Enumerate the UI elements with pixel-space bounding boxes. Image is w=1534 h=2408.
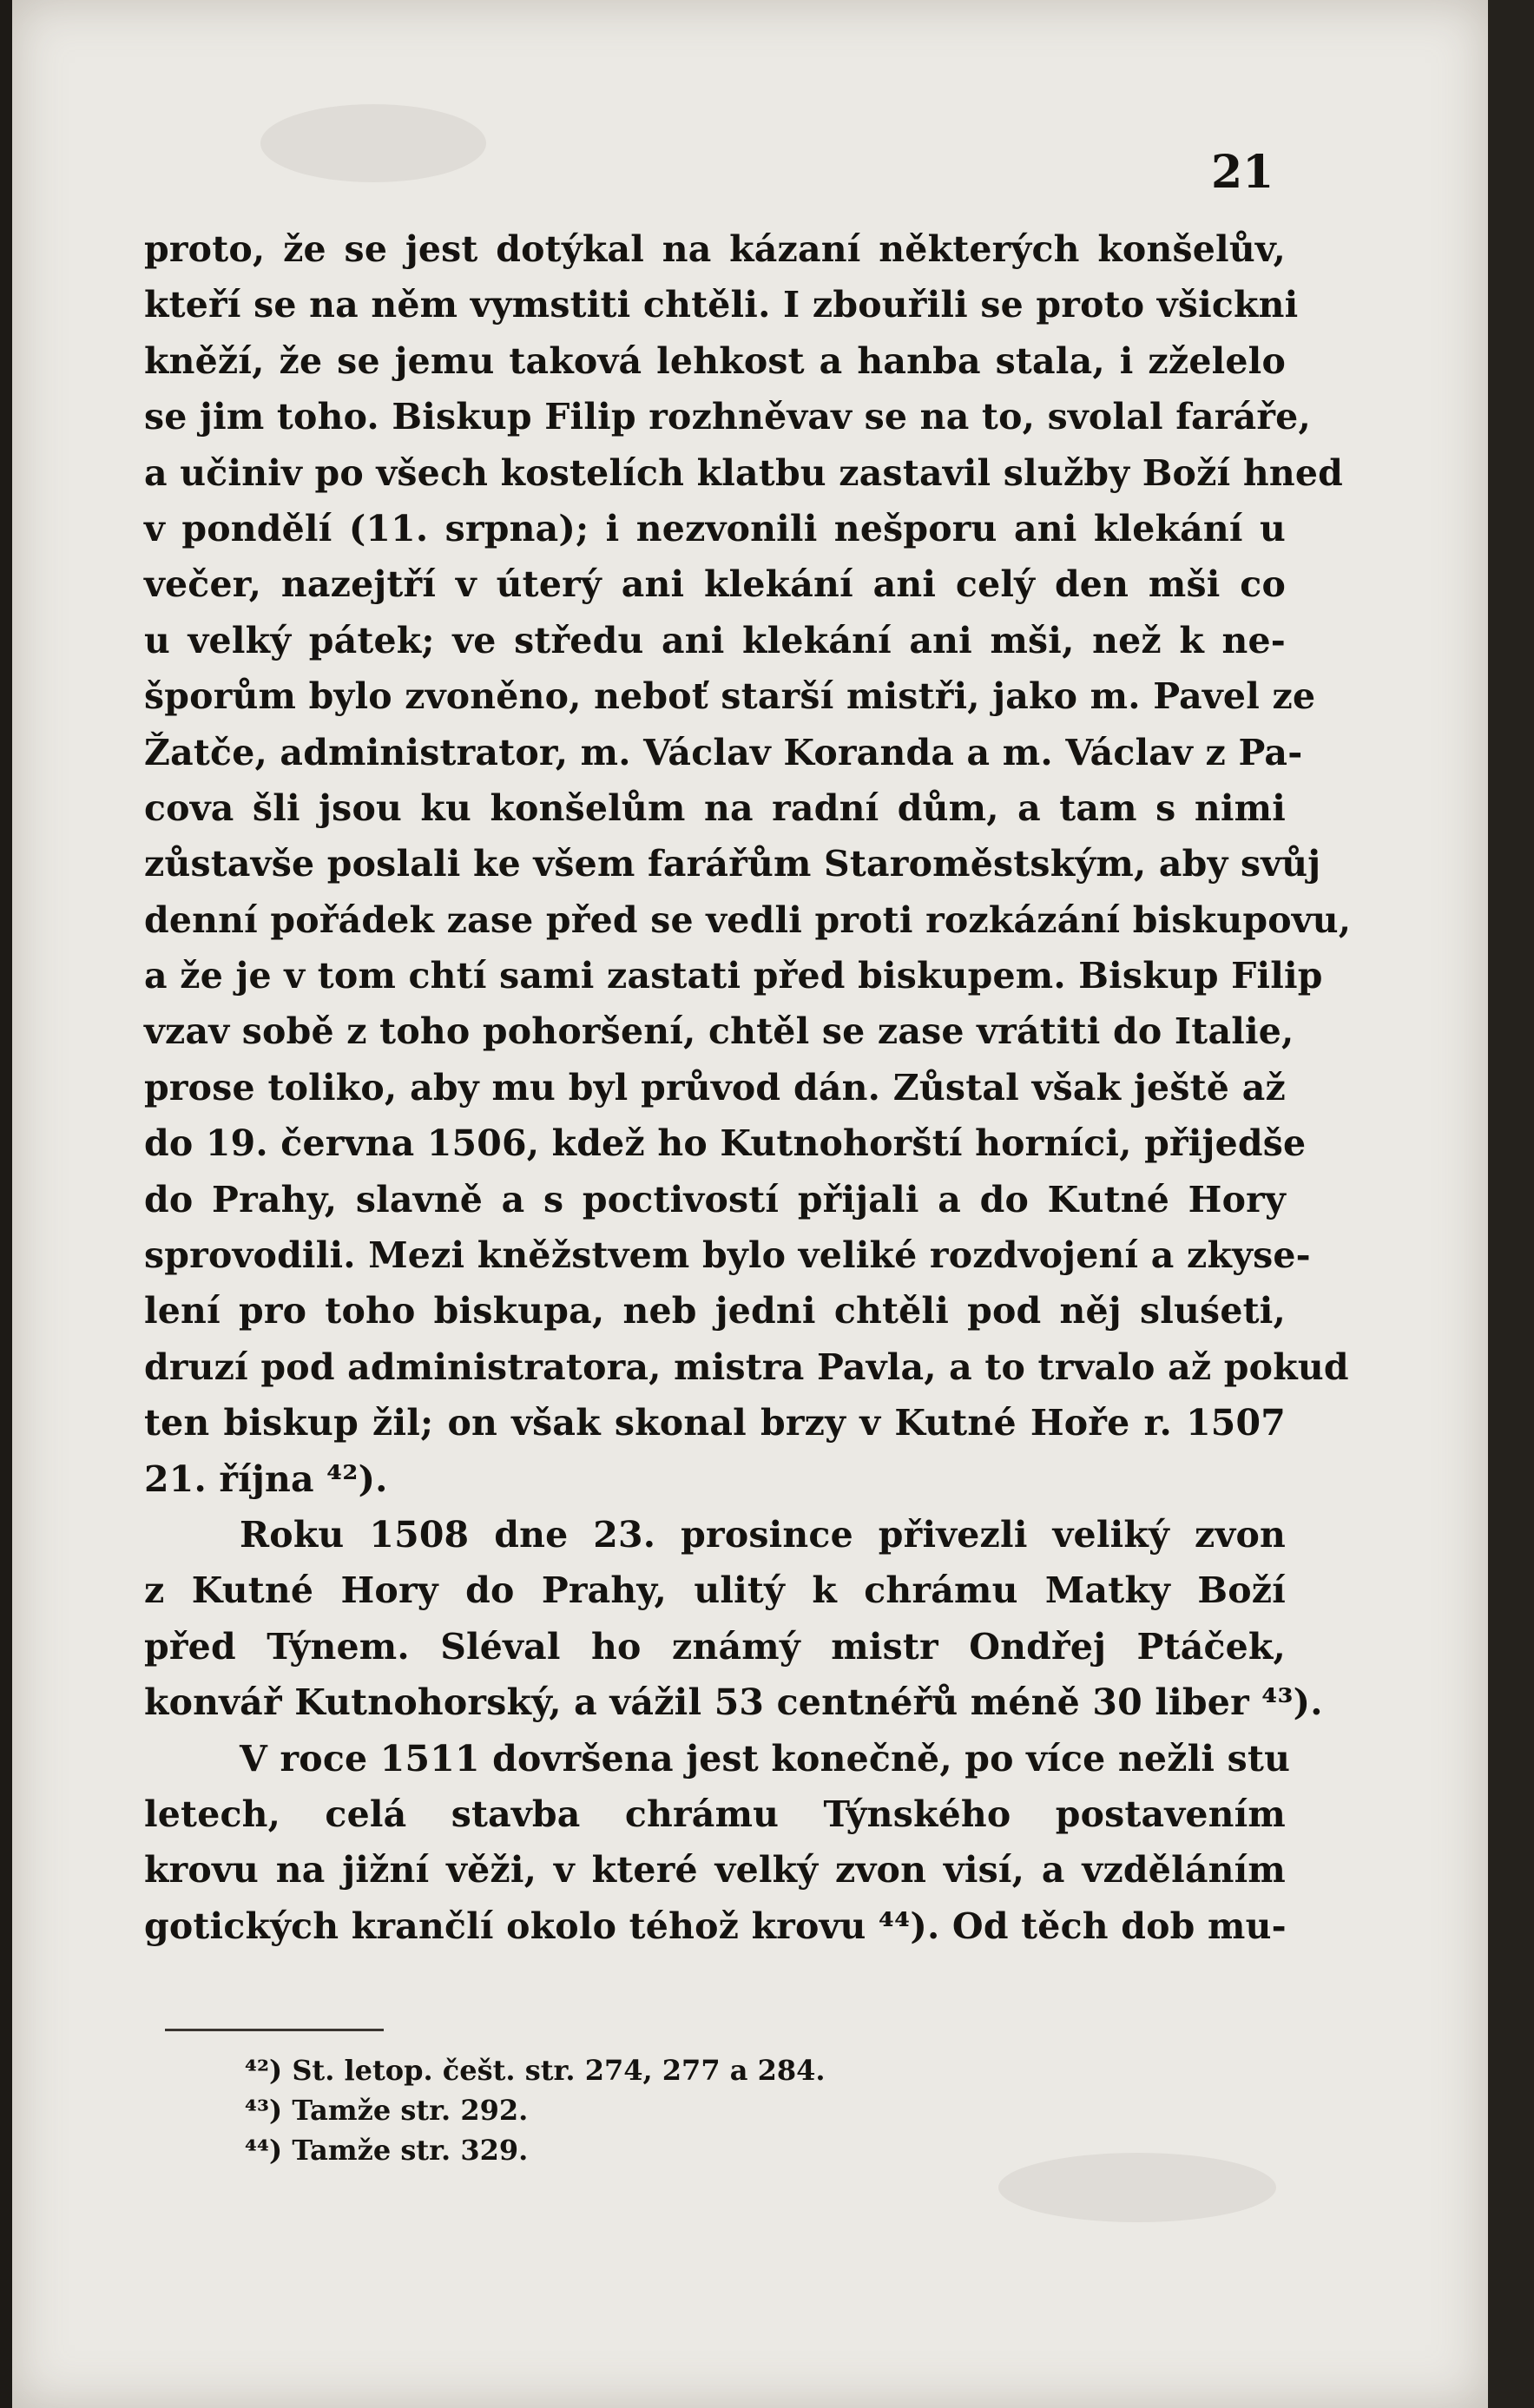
text-line: zůstavše poslali ke všem farářům Staroměstským, aby svůj (144, 843, 1321, 885)
text-line: do Prahy, slavně a s poctivostí přijali a do Kutné Hory (144, 1178, 1286, 1220)
text-line: a že je v tom chtí sami zastati před biskupem. Biskup Filip (144, 955, 1323, 997)
paper-stain (260, 104, 486, 182)
footnote: ⁴⁴) Tamže str. 329. (245, 2134, 529, 2167)
page-edge-shadow (1488, 0, 1534, 2408)
text-line: cova šli jsou ku konšelům na radní dům, a tam s nimi (144, 786, 1286, 829)
text-line: večer, nazejtří v úterý ani klekání ani celý den mši co (144, 563, 1286, 606)
paper-stain (998, 2153, 1276, 2222)
text-line: V roce 1511 dovršena jest konečně, po více nežli stu (240, 1737, 1291, 1780)
text-line: se jim toho. Biskup Filip rozhněvav se na to, svolal faráře, (144, 396, 1311, 438)
text-line: a učiniv po všech kostelích klatbu zastavil služby Boží hned (144, 451, 1343, 494)
text-line: gotických krančlí okolo téhož krovu ⁴⁴). Od těch dob mu- (144, 1905, 1287, 1947)
text-line: krovu na jižní věži, v které velký zvon visí, a vzděláním (144, 1849, 1286, 1892)
text-line: druzí pod administratora, mistra Pavla, a to trvalo až pokud (144, 1345, 1349, 1388)
text-line: denní pořádek zase před se vedli proti rozkázání biskupovu, (144, 898, 1352, 941)
text-line: kněží, že se jemu taková lehkost a hanba stala, i zželelo (144, 339, 1286, 382)
text-line: šporům bylo zvoněno, neboť starší mistři, jako m. Pavel ze (144, 675, 1316, 718)
text-line: konvář Kutnohorský, a vážil 53 centnéřů méně 30 liber ⁴³). (144, 1681, 1323, 1724)
text-line: lení pro toho biskupa, neb jedni chtěli pod něj sluśeti, (144, 1290, 1286, 1332)
footnote: ⁴³) Tamže str. 292. (245, 2094, 529, 2127)
text-line: 21. října ⁴²). (144, 1457, 388, 1500)
text-line: vzav sobě z toho pohoršení, chtěl se zase vrátiti do Italie, (144, 1010, 1294, 1053)
text-line: letech, celá stavba chrámu Týnského postavením (144, 1793, 1286, 1835)
text-line: Roku 1508 dne 23. prosince přivezli veliký zvon (240, 1513, 1286, 1556)
footnotes (165, 2029, 946, 2170)
body-text (144, 221, 1352, 1954)
text-line: proto, že se jest dotýkal na kázaní některých konšelův, (144, 228, 1286, 270)
text-line: z Kutné Hory do Prahy, ulitý k chrámu Matky Boží (144, 1569, 1286, 1612)
page-number: 21 (1211, 146, 1274, 199)
footnote: ⁴²) St. letop. češt. str. 274, 277 a 284. (245, 2054, 826, 2087)
text-line: před Týnem. Sléval ho známý mistr Ondřej Ptáček, (144, 1625, 1286, 1668)
text-line: do 19. června 1506, kdež ho Kutnohorští horníci, přijedše (144, 1122, 1307, 1165)
text-line: u velký pátek; ve středu ani klekání ani mši, než k ne- (144, 619, 1286, 661)
book-spine-shadow (0, 0, 12, 2408)
text-line: kteří se na něm vymstiti chtěli. I zbouřili se proto všickni (144, 284, 1299, 326)
text-line: sprovodili. Mezi kněžstvem bylo veliké rozdvojení a zkyse- (144, 1234, 1311, 1277)
text-line: Žatče, administrator, m. Václav Koranda a m. Václav z Pa- (144, 731, 1303, 773)
footnote-separator (165, 2029, 384, 2031)
text-line: ten biskup žil; on však skonal brzy v Kutné Hoře r. 1507 (144, 1402, 1286, 1444)
text-line: prose toliko, aby mu byl průvod dán. Zůstal však ještě až (144, 1066, 1286, 1109)
text-line: v pondělí (11. srpna); i nezvonili nešporu ani klekání u (144, 507, 1286, 549)
